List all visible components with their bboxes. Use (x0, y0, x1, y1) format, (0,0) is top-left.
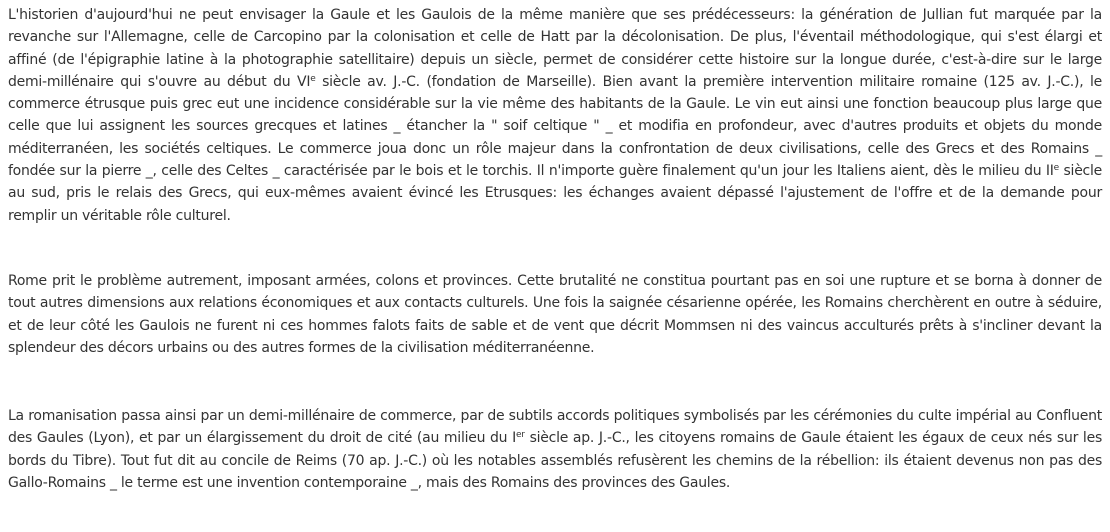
superscript-ordinal: e (1053, 163, 1059, 174)
paragraph-3-text-1: La romanisation passa ainsi par un demi-millénaire de commerce, par de subtils accords politiques symbolisés par les cérémonies du culte impérial au Confluent des Gaules (Lyon), et par un élargissement du droit de cité (au milieu du I (8, 408, 1102, 447)
superscript-ordinal: er (516, 430, 525, 441)
superscript-ordinal: e (310, 73, 316, 84)
paragraph-2-text: Rome prit le problème autrement, imposant armées, colons et provinces. Cette brutalité ne constitua pourtant pas en soi une rupture et se borna à donner de tout autres dimensions aux relations économiques et aux contacts culturels. Une fois la saignée césarienne opérée, les Romains cherchèrent en outre à séduire, et de leur côté les Gaulois ne furent ni ces hommes falots faits de sable et de vent que décrit Mommsen ni des vaincus acculturés prêts à s'incliner devant la splendeur des décors urbains ou des autres formes de la civilisation méditerranéenne. (8, 273, 1102, 356)
paragraph-3-text-2: siècle ap. J.-C., les citoyens romains de Gaule étaient les égaux de ceux nés sur les bords du Tibre). Tout fut dit au concile de Reims (70 ap. J.-C.) où les notables assemblés refusèrent les chemins de la rébellion: ils étaient devenus non pas des Gallo-Romains _ le terme est une invention contemporaine _, mais des Romains des provinces des Gaules. (8, 430, 1102, 491)
paragraph-1 (8, 4, 1102, 227)
paragraph-1-text-1: L'historien d'aujourd'hui ne peut envisager la Gaule et les Gaulois de la même manière que ses prédécesseurs: la génération de Jullian fut marquée par la revanche sur l'Allemagne, celle de Carcopino par la colonisation et celle de Hatt par la décolonisation. De plus, l'éventail méthodologique, qui s'est élargi et affiné (de l'épigraphie latine à la photographie satellitaire) depuis un siècle, permet de considérer cette histoire sur la longue durée, c'est-à-dire sur le large demi-millénaire qui s'ouvre au début du VI (8, 7, 1102, 90)
paragraph-1-text-2: siècle av. J.-C. (fondation de Marseille). Bien avant la première intervention militaire romaine (125 av. J.-C.), le commerce étrusque puis grec eut une incidence considérable sur la vie même des habitants de la Gaule. Le vin eut ainsi une fonction beaucoup plus large que celle que lui assignent les sources grecques et latines _ étancher la " soif celtique " _ et modifia en profondeur, avec d'autres produits et objets du monde méditerranéen, les sociétés celtiques. Le commerce joua donc un rôle majeur dans la confrontation de deux civilisations, celle des Grecs et des Romains _ fondée sur la pierre _, celle des Celtes _ caractérisée par le bois et le torchis. Il n'importe guère finalement qu'un jour les Italiens aient, dès le milieu du II (8, 73, 1102, 180)
paragraph-1-text-3: siècle au sud, pris le relais des Grecs, qui eux-mêmes avaient évincé les Etrusques: les échanges avaient dépassé l'ajustement de l'offre et de la demande pour remplir un véritable rôle culturel. (8, 163, 1103, 224)
paragraph-3 (8, 405, 1102, 494)
paragraph-2 (8, 270, 1102, 359)
